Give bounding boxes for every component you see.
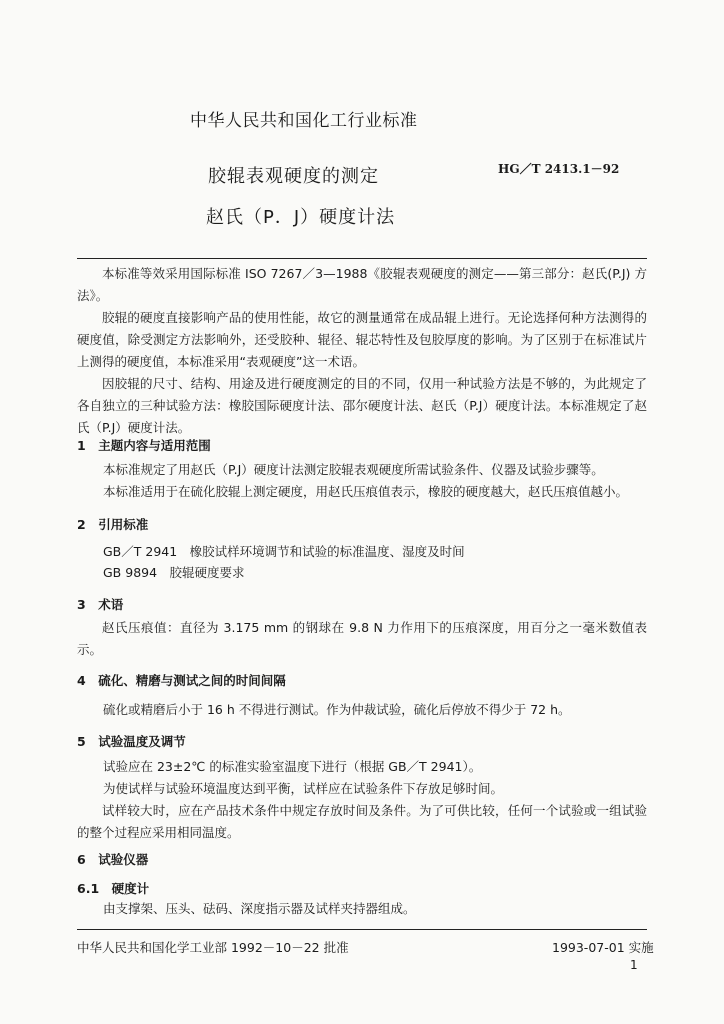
- header-divider: [77, 258, 647, 259]
- foreword-paragraph-2: 胶辊的硬度直接影响产品的使用性能，故它的测量通常在成品辊上进行。无论选择何种方法测得的硬度值，除受测定方法影响外，还受胶种、辊径、辊芯特性及包胶厚度的影响。为了区别于在标准试片上测得的硬度值，本标准采用“表观硬度”这一术语。: [77, 310, 647, 369]
- section-4-line-1: 硫化或精磨后小于 16 h 不得进行测试。作为仲裁试验，硫化后停放不得少于 72 h。: [103, 702, 571, 717]
- effective-date: 1993-07-01 实施: [552, 940, 654, 955]
- section-1-heading: 1 主题内容与适用范围: [77, 438, 211, 453]
- reference-gb-9894: GB 9894 胶辊硬度要求: [103, 565, 245, 580]
- section-6-1-heading: 6.1 硬度计: [77, 881, 150, 896]
- section-1-line-1: 本标准规定了用赵氏（P.J）硬度计法测定胶辊表观硬度所需试验条件、仪器及试验步骤等。: [103, 462, 604, 477]
- section-6-1-line-1: 由支撑架、压头、砝码、深度指示器及试样夹持器组成。: [103, 901, 416, 916]
- footer-divider: [77, 929, 647, 930]
- section-5-heading: 5 试验温度及调节: [77, 734, 186, 749]
- section-6-heading: 6 试验仪器: [77, 852, 149, 867]
- approval-note: 中华人民共和国化学工业部 1992－10－22 批准: [77, 940, 349, 955]
- section-4-heading: 4 硫化、精磨与测试之间的时间间隔: [77, 673, 286, 688]
- section-2-heading: 2 引用标准: [77, 517, 149, 532]
- section-5-paragraph-3: 试样较大时，应在产品技术条件中规定存放时间及条件。为了可供比较，任何一个试验或一组试验的整个过程应采用相同温度。: [77, 803, 647, 840]
- section-3-heading: 3 术语: [77, 597, 124, 612]
- section-3-definition: 赵氏压痕值：直径为 3.175 mm 的钢球在 9.8 N 力作用下的压痕深度，用百分之一毫米数值表示。: [77, 620, 647, 657]
- section-1-line-2: 本标准适用于在硫化胶辊上测定硬度，用赵氏压痕值表示，橡胶的硬度越大，赵氏压痕值越小。: [103, 484, 629, 499]
- document-subtitle: 赵氏（P．J）硬度计法: [206, 207, 396, 228]
- reference-gb-t-2941: GB／T 2941 橡胶试样环境调节和试验的标准温度、湿度及时间: [103, 544, 465, 559]
- standard-code: HG／T 2413.1－92: [498, 162, 620, 176]
- standard-category: 中华人民共和国化工行业标准: [190, 111, 418, 131]
- section-5-line-2: 为使试样与试验环境温度达到平衡，试样应在试验条件下存放足够时间。: [103, 781, 504, 796]
- foreword-paragraph-1: 本标准等效采用国际标准 ISO 7267／3—1988《胶辊表观硬度的测定——第三部分：赵氏(P.J) 方法》。: [77, 266, 647, 303]
- document-title: 胶辊表观硬度的测定: [208, 166, 379, 187]
- foreword-paragraph-3: 因胶辊的尺寸、结构、用途及进行硬度测定的目的不同，仅用一种试验方法是不够的，为此规定了各自独立的三种试验方法：橡胶国际硬度计法、邵尔硬度计法、赵氏（P.J）硬度计法。本标准规定了赵氏（P.J）硬度计法。: [77, 376, 647, 435]
- page-number: 1: [630, 958, 638, 972]
- section-5-line-1: 试验应在 23±2℃ 的标准实验室温度下进行（根据 GB／T 2941）。: [103, 759, 482, 774]
